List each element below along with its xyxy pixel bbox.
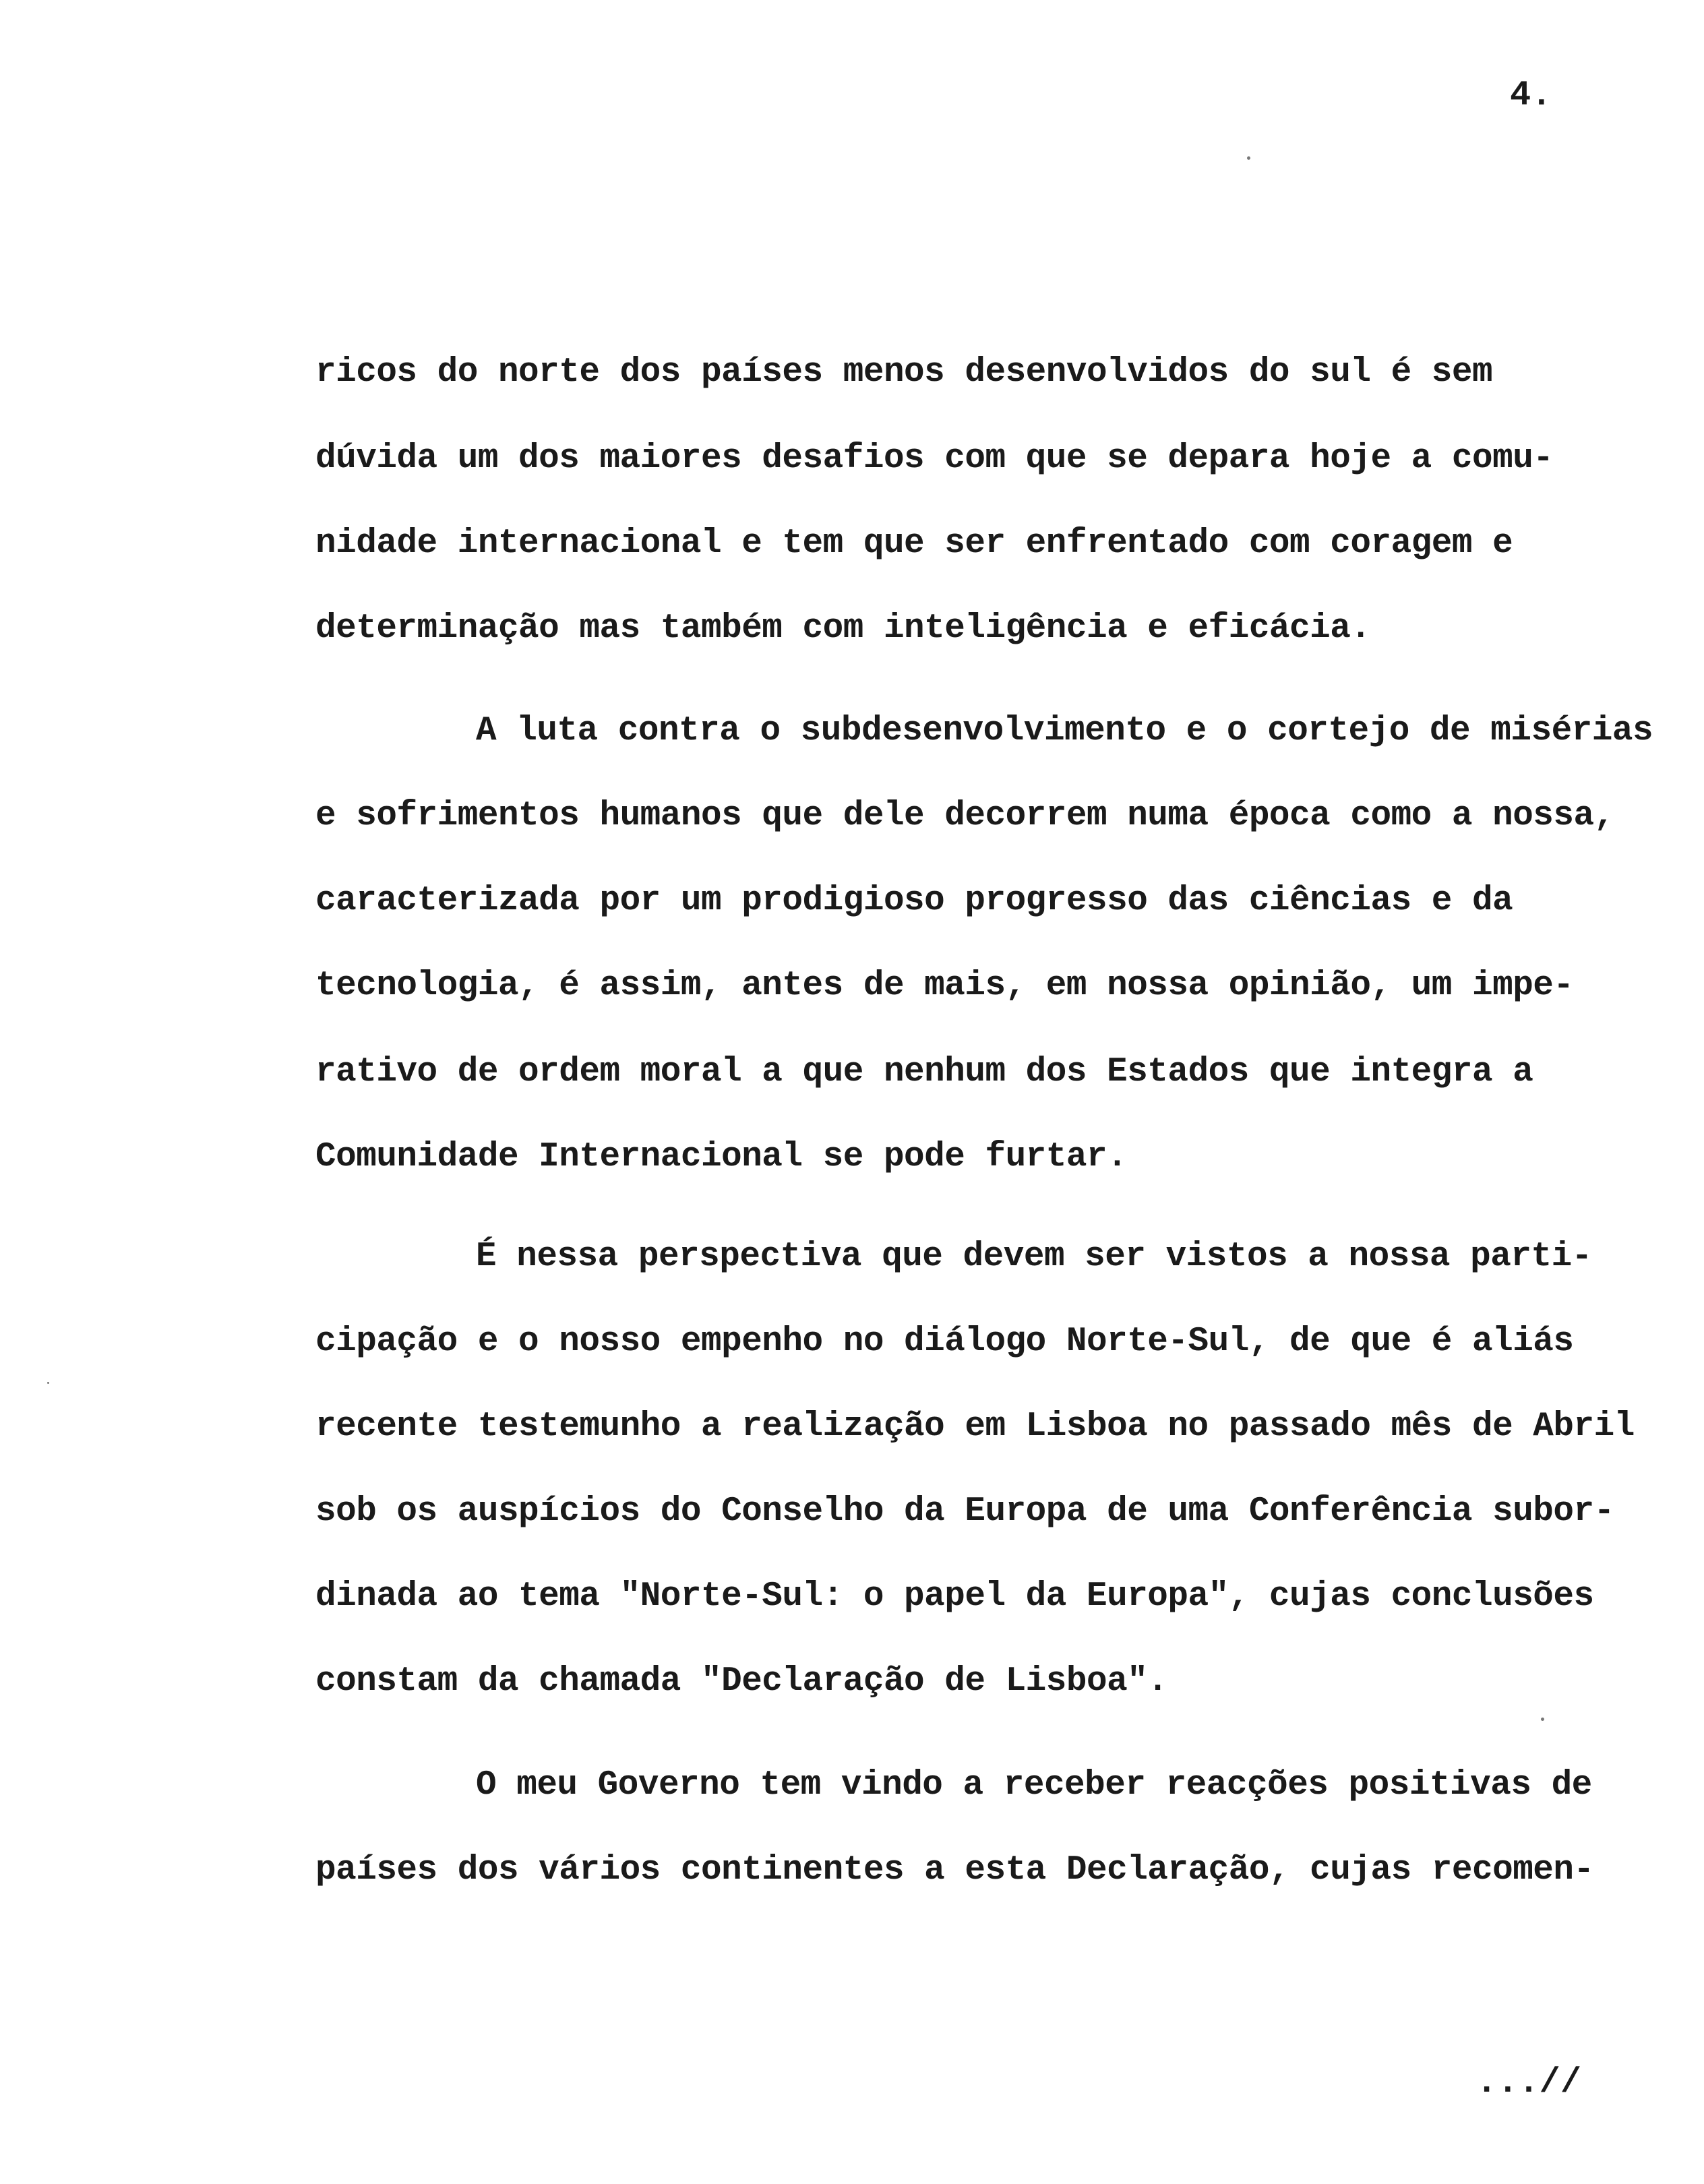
text-line: dúvida um dos maiores desafios com que se depara hoje a comu- [315, 439, 1554, 478]
text-line: sob os auspícios do Conselho da Europa de uma Conferência subor- [315, 1492, 1614, 1531]
continuation-mark: ...// [1476, 2063, 1582, 2102]
text-line: É nessa perspectiva que devem ser vistos a nossa parti- [476, 1238, 1592, 1276]
text-line: cipação e o nosso empenho no diálogo Norte-Sul, de que é aliás [315, 1323, 1574, 1361]
text-line: e sofrimentos humanos que dele decorrem numa época como a nossa, [315, 797, 1614, 835]
text-line: dinada ao tema "Norte-Sul: o papel da Europa", cujas conclusões [315, 1577, 1594, 1616]
text-line: nidade internacional e tem que ser enfrentado com coragem e [315, 524, 1513, 563]
text-line: recente testemunho a realização em Lisboa no passado mês de Abril [315, 1407, 1635, 1446]
text-line: países dos vários continentes a esta Declaração, cujas recomen- [315, 1851, 1594, 1889]
page-number: 4. [1510, 75, 1552, 115]
text-line: constam da chamada "Declaração de Lisboa". [315, 1662, 1168, 1701]
text-line: tecnologia, é assim, antes de mais, em nossa opinião, um impe- [315, 967, 1574, 1005]
text-line: Comunidade Internacional se pode furtar. [315, 1138, 1128, 1176]
scan-speck [1541, 1718, 1544, 1721]
text-line: O meu Governo tem vindo a receber reacções positivas de [476, 1766, 1592, 1804]
text-line: caracterizada por um prodigioso progresso das ciências e da [315, 882, 1513, 920]
scan-speck [47, 1382, 49, 1384]
text-line: rativo de ordem moral a que nenhum dos Estados que integra a [315, 1053, 1533, 1091]
text-line: determinação mas também com inteligência e eficácia. [315, 609, 1371, 648]
text-line: A luta contra o subdesenvolvimento e o cortejo de misérias [476, 712, 1653, 750]
text-line: ricos do norte dos países menos desenvolvidos do sul é sem [315, 353, 1493, 392]
scan-speck [1247, 156, 1250, 160]
